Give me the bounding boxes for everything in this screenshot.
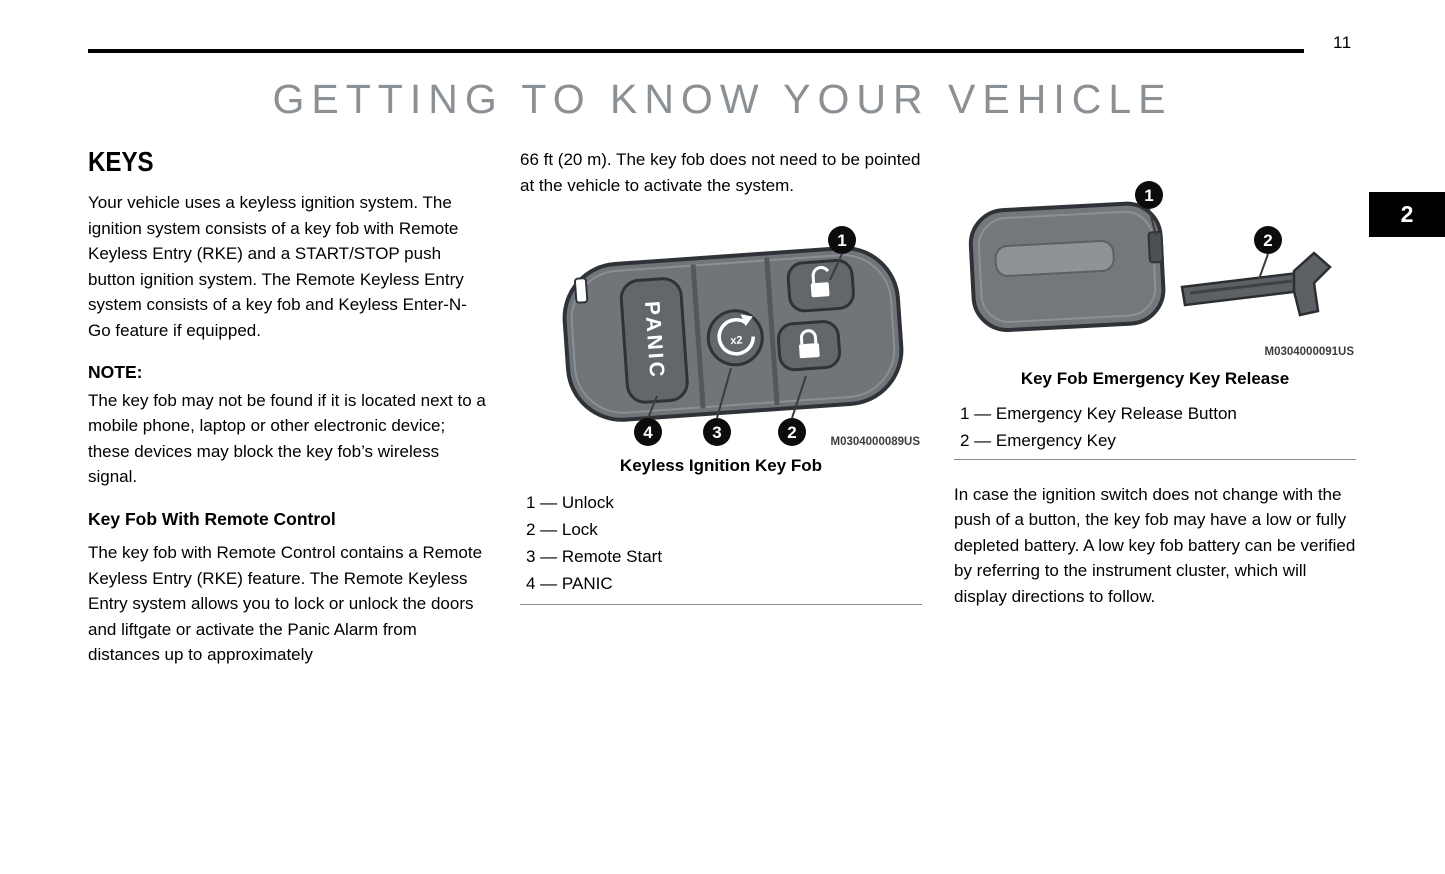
middle-column — [520, 147, 922, 605]
legend-item: 2 — Emergency Key — [960, 430, 1116, 450]
emergency-key-release-button — [1148, 232, 1163, 263]
top-rule — [88, 49, 1304, 53]
leader-lines — [1149, 209, 1268, 279]
column-rule — [520, 604, 922, 605]
svg-text:1: 1 — [837, 231, 847, 250]
figure-caption: Keyless Ignition Key Fob — [619, 456, 823, 475]
lock-button — [777, 321, 840, 371]
continuation-paragraph: 66 ft (20 m). The key fob does not need to be pointed at the vehicle to activate the system. — [520, 150, 921, 195]
column-rule — [954, 459, 1356, 460]
svg-text:1: 1 — [1144, 186, 1154, 205]
note-paragraph: The key fob may not be found if it is located next to a mobile phone, laptop or other electronic device; these devices may block the key fob’s wireless signal. — [88, 390, 486, 486]
note-heading: NOTE: — [88, 362, 143, 382]
panic-button-label: PANIC — [640, 300, 669, 381]
keyring-slot — [575, 278, 588, 303]
battery-paragraph: In case the ignition switch does not change with the push of a button, the key fob may have a low or fully depleted battery. A low key fob battery can be verified by referring to the instrument cluster, which will display directions to follow. — [954, 484, 1356, 606]
remote-control-paragraph: The key fob with Remote Control contains a Remote Keyless Entry (RKE) feature. The Remote Keyless Entry system allows you to lock or unlock the doors and liftgate or activate the Panic Alarm from distances up to approximately — [88, 543, 483, 664]
callout-3 — [703, 418, 731, 446]
legend-item: 3 — Remote Start — [526, 546, 663, 566]
key-fob-body — [561, 244, 905, 423]
page-title: GETTING TO KNOW YOUR VEHICLE — [272, 76, 1173, 122]
fob-inset-panel — [995, 240, 1114, 276]
remote-control-heading: Key Fob With Remote Control — [88, 508, 336, 529]
keyless-fob-figure — [520, 210, 922, 479]
figure-code: M0304000089US — [830, 436, 920, 448]
emergency-key-figure — [954, 155, 1356, 392]
legend-item: 4 — PANIC — [526, 573, 613, 593]
svg-text:4: 4 — [643, 423, 653, 442]
svg-text:3: 3 — [712, 423, 722, 442]
unlock-button — [787, 260, 854, 312]
svg-text:2: 2 — [787, 423, 797, 442]
keyless-ignition-key-fob-illustration — [520, 210, 922, 450]
left-column — [88, 147, 487, 685]
legend-item: 1 — Emergency Key Release Button — [960, 403, 1237, 423]
fob-body — [969, 202, 1166, 332]
legend-list — [954, 400, 1356, 454]
key-blade-head — [1294, 253, 1330, 315]
legend-item: 1 — Unlock — [526, 492, 614, 512]
panic-button — [620, 277, 688, 403]
callout-1 — [1135, 181, 1163, 209]
figure-code: M0304000091US — [1264, 346, 1354, 358]
remote-start-x2-label: x2 — [729, 334, 744, 348]
callout-2 — [778, 418, 806, 446]
keys-heading: KEYS — [88, 146, 154, 177]
lock-icon-body — [799, 343, 820, 358]
callout-2 — [1254, 226, 1282, 254]
legend-item: 2 — Lock — [526, 519, 598, 539]
svg-text:2: 2 — [1263, 231, 1273, 250]
right-column — [954, 147, 1356, 609]
callout-1 — [828, 226, 856, 254]
emergency-key-release-illustration — [954, 155, 1356, 360]
chapter-tab: 2 — [1369, 192, 1445, 237]
legend-list — [520, 489, 922, 597]
callout-4 — [634, 418, 662, 446]
page-number: 11 — [1333, 33, 1352, 52]
emergency-key-blade — [1182, 253, 1330, 315]
figure-caption: Key Fob Emergency Key Release — [1020, 369, 1290, 388]
unlock-icon-body — [811, 282, 830, 297]
keys-intro-paragraph: Your vehicle uses a keyless ignition system. The ignition system consists of a key fob with Remote Keyless Entry (RKE) and a START/STOP push button ignition system. The Remote Keyless Entry system consists of a key fob and Keyless Enter-N-Go feature if equipped. — [88, 193, 467, 340]
